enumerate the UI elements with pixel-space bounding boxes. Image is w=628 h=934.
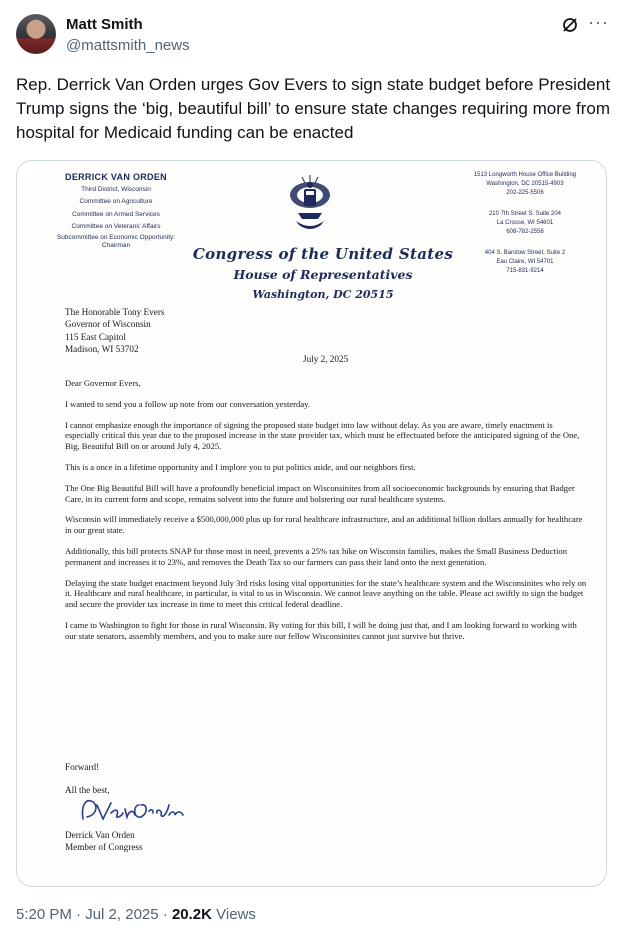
office-lacrosse [460, 210, 590, 237]
letterhead-committee: Committee on Armed Services [72, 210, 160, 218]
letter-paragraph: I cannot emphasize enough the importance of signing the proposed state budget into law without delay. As you are aware, timely enactment is especially critical this year due to the proposed increase in the state provider tax, which must be effectuated before the anticipated signing of the One, Big, Beautiful Bill on or around July 4, 2025. [65, 419, 580, 452]
signature-icon [77, 795, 187, 825]
letter-paragraph: Wisconsin will immediately receive a $500,000,000 plus up for rural healthcare infrastructure, and an additional billion dollars annually for healthcare in our great state. [65, 514, 583, 536]
meta-separator: · [76, 906, 82, 923]
grok-icon[interactable] [561, 16, 579, 39]
tweet-text: Rep. Derrick Van Orden urges Gov Evers to sign state budget before President Trump signs the ‘big, beautiful bill’ to ensure state changes requiring more from hospital for Medicaid funding can be enacted [16, 75, 611, 142]
office-line: La Crosse, WI 54601 [496, 220, 554, 226]
letter-image [33, 165, 607, 880]
letterhead-rep-name: DERRICK VAN ORDEN [65, 172, 167, 182]
views-count: 20.2K [171, 906, 212, 923]
office-line: 1513 Longworth House Office Building [473, 172, 577, 178]
letter-body [65, 378, 587, 652]
letterhead-subcommittee: Subcommittee on Economic Opportunity: [56, 233, 176, 241]
salutation: Dear Governor Evers, [65, 378, 141, 388]
signer-title: Member of Congress [65, 842, 143, 853]
author-handle[interactable]: @mattsmith_news [66, 37, 190, 54]
office-line: 202-225-5506 [506, 190, 544, 196]
office-line: 715-831-9214 [506, 268, 544, 274]
recipient-address [65, 306, 164, 356]
tweet-time[interactable]: 5:20 PM [16, 906, 72, 923]
address-line: The Honorable Tony Evers [65, 307, 165, 317]
address-line: Madison, WI 53702 [65, 344, 139, 355]
office-line: 210 7th Street S. Suite 204 [488, 211, 562, 217]
letterhead-district: Third District, Wisconsin [81, 185, 151, 193]
letter-date: July 2, 2025 [303, 354, 349, 364]
office-eauclaire [460, 249, 590, 276]
letterhead-congress: Congress of the United States [192, 245, 454, 263]
closing [65, 761, 110, 796]
more-options-icon[interactable]: ··· [588, 12, 609, 32]
office-line: 404 S. Barstow Street, Suite 2 [484, 250, 566, 256]
address-line: 115 East Capitol [65, 331, 126, 342]
letter-paragraph: I came to Washington to fight for those in rural Wisconsin. By voting for this bill, I will be doing just that, and I am looking forward to working with our state senators, assembly members, and you to make sure our fellow Wisconsinites cannot just survive but thrive. [65, 619, 577, 641]
signer [65, 829, 143, 853]
house-seal-icon [288, 173, 332, 233]
address-line: Governor of Wisconsin [65, 319, 151, 330]
letter-paragraph: Additionally, this bill protects SNAP for those most in need, prevents a 25% tax hike on Wisconsin families, makes the Small Business Deduction permanent and increases it to 23%, and removes the Death Tax so our farmers can pass their land onto the next generation. [65, 545, 568, 567]
closing-line: Forward! [65, 762, 100, 772]
letterhead-committee: Committee on Agriculture [79, 198, 153, 205]
letterhead-left [41, 171, 191, 250]
letterhead-house: House of Representatives [233, 267, 413, 282]
letterhead-committee: Committee on Veterans' Affairs [71, 223, 161, 230]
meta-separator: · [162, 906, 168, 923]
avatar[interactable] [16, 14, 56, 54]
author-name[interactable]: Matt Smith [66, 16, 143, 33]
tweet-meta [16, 906, 256, 923]
letterhead-role: Chairman [101, 241, 131, 249]
office-line: Eau Claire, WI 54701 [496, 259, 554, 265]
office-line: Washington, DC 20515-4903 [486, 181, 564, 187]
letter-paragraph: I wanted to send you a follow up note from our conversation yesterday. [65, 398, 311, 409]
letterhead-city: Washington, DC 20515 [252, 288, 394, 301]
office-dc [460, 171, 590, 198]
tweet-media[interactable] [16, 160, 607, 887]
letter-paragraph: This is a once in a lifetime opportunity and I implore you to put politics aside, and our neighbors first. [65, 461, 416, 472]
tweet-date[interactable]: Jul 2, 2025 [85, 906, 159, 923]
letter-paragraph: Delaying the state budget enactment beyond July 3rd risks losing vital opportunities for the state’s healthcare system and the Wisconsinites who rely on it. Healthcare and rural healthcare, in particular, is vital to us in Wisconsin. We cannot leave anything on the table. Please act swiftly to sign the budget and secure the provider tax increase in time to meet this critical federal deadline. [65, 577, 587, 610]
signer-name: Derrick Van Orden [65, 830, 135, 840]
closing-line: All the best, [65, 785, 110, 796]
letterhead-right [460, 171, 590, 280]
views-label: Views [216, 906, 256, 923]
letter-paragraph: The One Big Beautiful Bill will have a profoundly beneficial impact on Wisconsinites from all socioeconomic backgrounds by ensuring that Badger Care, in its current form and scope, remains solvent into the future and bolstering our rural healthcare systems. [65, 482, 575, 504]
office-line: 608-782-2558 [506, 229, 544, 235]
